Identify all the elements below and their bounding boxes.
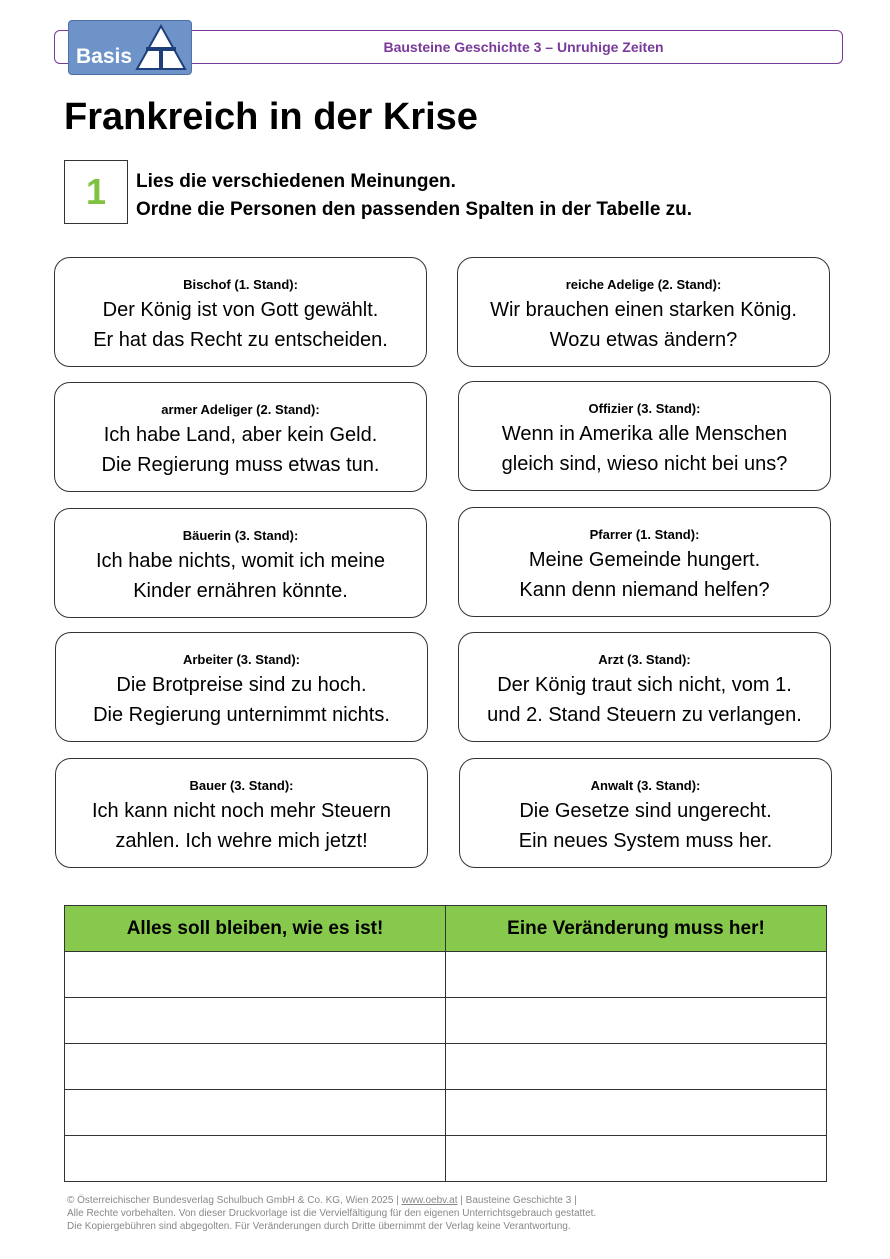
card-quote-line-2: Die Regierung muss etwas tun. (101, 454, 380, 476)
opinion-card-pfarrer (458, 507, 831, 617)
table-row (65, 1136, 827, 1182)
card-quote-line-2: Er hat das Recht zu entscheiden. (93, 329, 388, 351)
answer-cell[interactable] (446, 952, 827, 998)
page-title: Frankreich in der Krise (64, 96, 478, 138)
card-quote-line-2: gleich sind, wieso nicht bei uns? (501, 453, 788, 475)
footer-line-2: Alle Rechte vorbehalten. Von dieser Druckvorlage ist die Vervielfältigung für den eigenen Unterrichtsgebrauch gestattet. (67, 1208, 597, 1219)
card-speaker: Arbeiter (3. Stand): (182, 652, 300, 667)
footer-line-3: Die Kopiergebühren sind abgegolten. Für Veränderungen durch Dritte übernimmt der Verlag keine Verantwortung. (67, 1221, 571, 1232)
card-speaker: Bischof (1. Stand): (183, 277, 298, 292)
card-quote-line-1: Die Brotpreise sind zu hoch. (116, 674, 367, 696)
instruction-line-1: Lies die verschiedenen Meinungen. (136, 171, 456, 192)
answer-cell[interactable] (446, 1044, 827, 1090)
logo-text: Basis (76, 45, 133, 68)
card-quote-line-2: Ein neues System muss her. (518, 830, 773, 852)
opinion-card-reiche-adelige (457, 257, 830, 367)
card-quote-line-1: Die Gesetze sind ungerecht. (519, 800, 772, 822)
answer-cell[interactable] (65, 998, 446, 1044)
card-quote-line-1: Wenn in Amerika alle Menschen (501, 423, 788, 445)
card-quote-line-2: Kann denn niemand helfen? (519, 579, 770, 601)
card-quote-line-1: Der König ist von Gott gewählt. (102, 299, 379, 321)
opinion-card-anwalt (459, 758, 832, 868)
answer-cell[interactable] (446, 1090, 827, 1136)
footer-website-link[interactable]: www.oebv.at (401, 1195, 458, 1206)
card-quote-line-2: zahlen. Ich wehre mich jetzt! (115, 830, 368, 852)
card-quote-line-2: Kinder ernähren könnte. (133, 580, 348, 602)
answer-cell[interactable] (65, 952, 446, 998)
card-quote-line-2: und 2. Stand Steuern zu verlangen. (487, 704, 802, 726)
opinion-card-bischof (54, 257, 427, 367)
answer-cell[interactable] (446, 998, 827, 1044)
card-quote-line-1: Ich habe Land, aber kein Geld. (103, 424, 378, 446)
card-quote-line-1: Wir brauchen einen starken König. (490, 299, 797, 321)
card-quote-line-1: Der König traut sich nicht, vom 1. (497, 674, 792, 696)
answer-cell[interactable] (446, 1136, 827, 1182)
table-row (65, 1044, 827, 1090)
opinion-card-baeuerin (54, 508, 427, 618)
task-number: 1 (64, 160, 128, 224)
opinion-card-armer-adeliger (54, 382, 427, 492)
card-speaker: Anwalt (3. Stand): (590, 778, 701, 793)
footer-line-1 (67, 1194, 596, 1207)
opinion-card-arzt (458, 632, 831, 742)
table-row (65, 952, 827, 998)
column-header-change: Eine Veränderung muss her! (446, 906, 827, 952)
card-speaker: Bäuerin (3. Stand): (182, 528, 299, 543)
card-speaker: Offizier (3. Stand): (588, 401, 701, 416)
card-speaker: reiche Adelige (2. Stand): (565, 277, 722, 292)
table-row (65, 998, 827, 1044)
card-speaker: armer Adeliger (2. Stand): (161, 402, 320, 417)
column-header-keep: Alles soll bleiben, wie es ist! (65, 906, 446, 952)
opinion-card-offizier (458, 381, 831, 491)
sorting-table (64, 905, 827, 1182)
opinion-card-arbeiter (55, 632, 428, 742)
card-quote-line-1: Ich habe nichts, womit ich meine (95, 550, 386, 572)
opinion-card-bauer (55, 758, 428, 868)
instruction-line-2: Ordne die Personen den passenden Spalten in der Tabelle zu. (136, 199, 693, 220)
footer (67, 1194, 596, 1233)
card-speaker: Pfarrer (1. Stand): (589, 527, 700, 542)
footer-series: | Bausteine Geschichte 3 | (457, 1195, 577, 1206)
triangle-logo-icon (133, 23, 189, 73)
footer-copyright: © Österreichischer Bundesverlag Schulbuch GmbH & Co. KG, Wien 2025 | (67, 1195, 402, 1206)
card-quote-line-2: Wozu etwas ändern? (549, 329, 738, 351)
card-speaker: Bauer (3. Stand): (189, 778, 294, 793)
basis-logo (68, 20, 192, 75)
card-speaker: Arzt (3. Stand): (598, 652, 691, 667)
card-quote-line-2: Die Regierung unternimmt nichts. (93, 704, 390, 726)
answer-cell[interactable] (65, 1090, 446, 1136)
header-title: Bausteine Geschichte 3 – Unruhige Zeiten (383, 38, 664, 55)
answer-cell[interactable] (65, 1136, 446, 1182)
card-quote-line-1: Meine Gemeinde hungert. (528, 549, 761, 571)
task-instructions (136, 168, 692, 224)
answer-cell[interactable] (65, 1044, 446, 1090)
card-quote-line-1: Ich kann nicht noch mehr Steuern (91, 800, 392, 822)
table-row (65, 1090, 827, 1136)
